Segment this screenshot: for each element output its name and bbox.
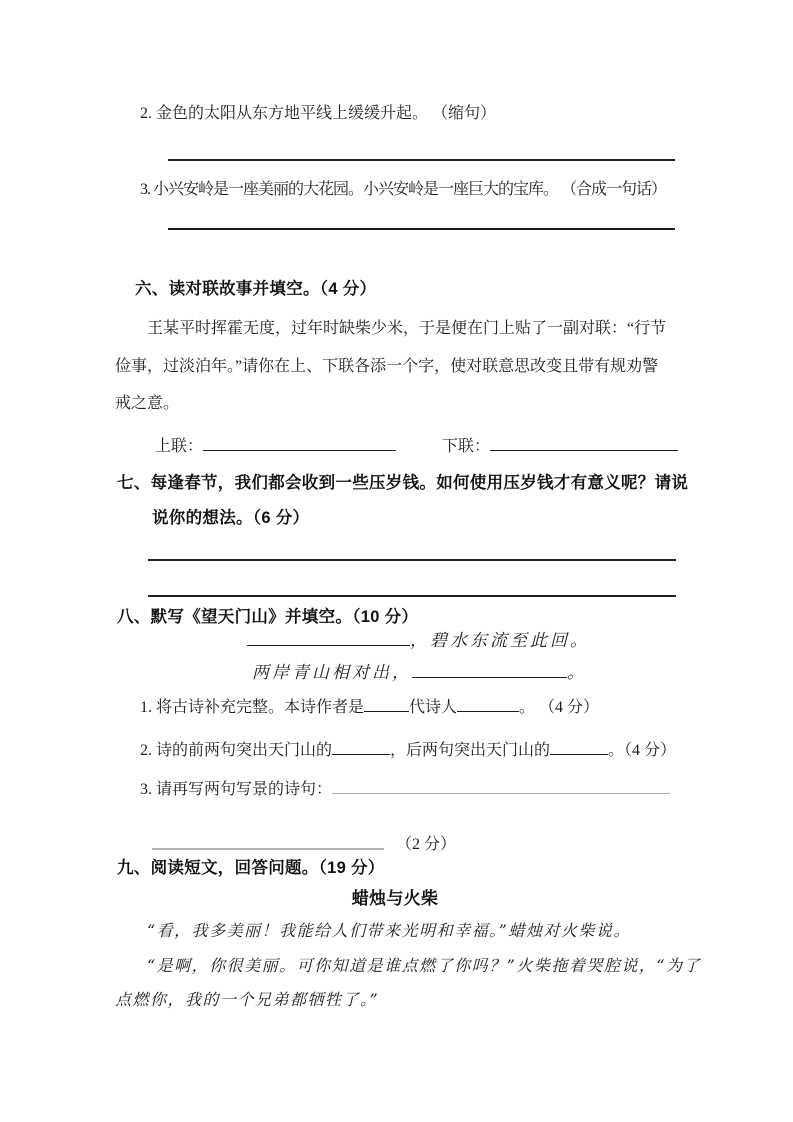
blank (457, 710, 519, 712)
poem-text-1: ，碧水东流至此回。 (410, 631, 590, 651)
section-6-heading: 六、读对联故事并填空。（4 分） (135, 280, 377, 298)
blank (364, 710, 409, 712)
answer-line (168, 159, 675, 161)
paragraph-line: 王某平时挥霍无度，过年时缺柴少米，于是便在门上贴了一副对联：“行节 (147, 320, 667, 337)
sub-question-2: 2. 诗的前两句突出天门山的 ，后两句突出天门山的 。（4 分） (140, 742, 677, 759)
answer-line (168, 228, 675, 230)
sub-question-1: 1. 将古诗补充完整。本诗作者是 代诗人 。 （4 分） (140, 699, 600, 716)
paragraph-line: 俭事，过淡泊年。”请你在上、下联各添一个字，使对联意思改变且带有规劝警 (115, 358, 659, 375)
section-9-heading: 九、阅读短文，回答问题。（19 分） (117, 859, 385, 877)
paragraph-line: 戒之意。 (115, 395, 180, 412)
poem-line-2 (252, 663, 587, 684)
poem-blank-2 (412, 676, 567, 678)
blank (332, 753, 390, 755)
poem-text-2: 两岸青山相对出， (252, 663, 412, 683)
xialian-blank (490, 449, 678, 451)
section-8-heading: 八、默写《望天门山》并填空。（10 分） (117, 608, 419, 626)
couplet-row (155, 437, 678, 457)
section-7-heading-line1: 七、每逢春节，我们都会收到一些压岁钱。如何使用压岁钱才有意义呢？请说 (117, 474, 689, 492)
sub-question-3: 3. 请再写两句写景的诗句： (140, 780, 670, 800)
answer-line (148, 595, 676, 597)
shanglian-label: 上联： (155, 438, 204, 455)
passage-line: “看，我多美丽！我能给人们带来光明和幸福。”蜡烛对火柴说。 (147, 921, 631, 940)
reading-passage-title: 蜡烛与火柴 (351, 889, 439, 908)
section-7-heading-line2: 说你的想法。（6 分） (152, 509, 310, 527)
passage-line: 点燃你，我的一个兄弟都牺牲了。” (115, 990, 380, 1009)
passage-line: “是啊，你很美丽。可你知道是谁点燃了你吗？”火柴拖着哭腔说，“为了 (147, 956, 702, 975)
poem-line-1 (247, 631, 590, 652)
poem-blank-1 (247, 644, 410, 646)
question-2-rewrite: 2. 金色的太阳从东方地平线上缓缓升起。 （缩句） (140, 105, 497, 122)
answer-line-gray (152, 848, 384, 850)
xialian-label: 下联： (442, 438, 491, 455)
shanglian-blank (203, 449, 396, 451)
blank (550, 753, 608, 755)
score-label: （2 分） (396, 836, 457, 853)
question-3-combine: 3. 小兴安岭是一座美丽的大花园。小兴安岭是一座巨大的宝库。 （合成一句话） (140, 181, 667, 198)
answer-line (148, 559, 676, 561)
poem-period: 。 (567, 663, 587, 683)
blank-gray (332, 792, 670, 794)
